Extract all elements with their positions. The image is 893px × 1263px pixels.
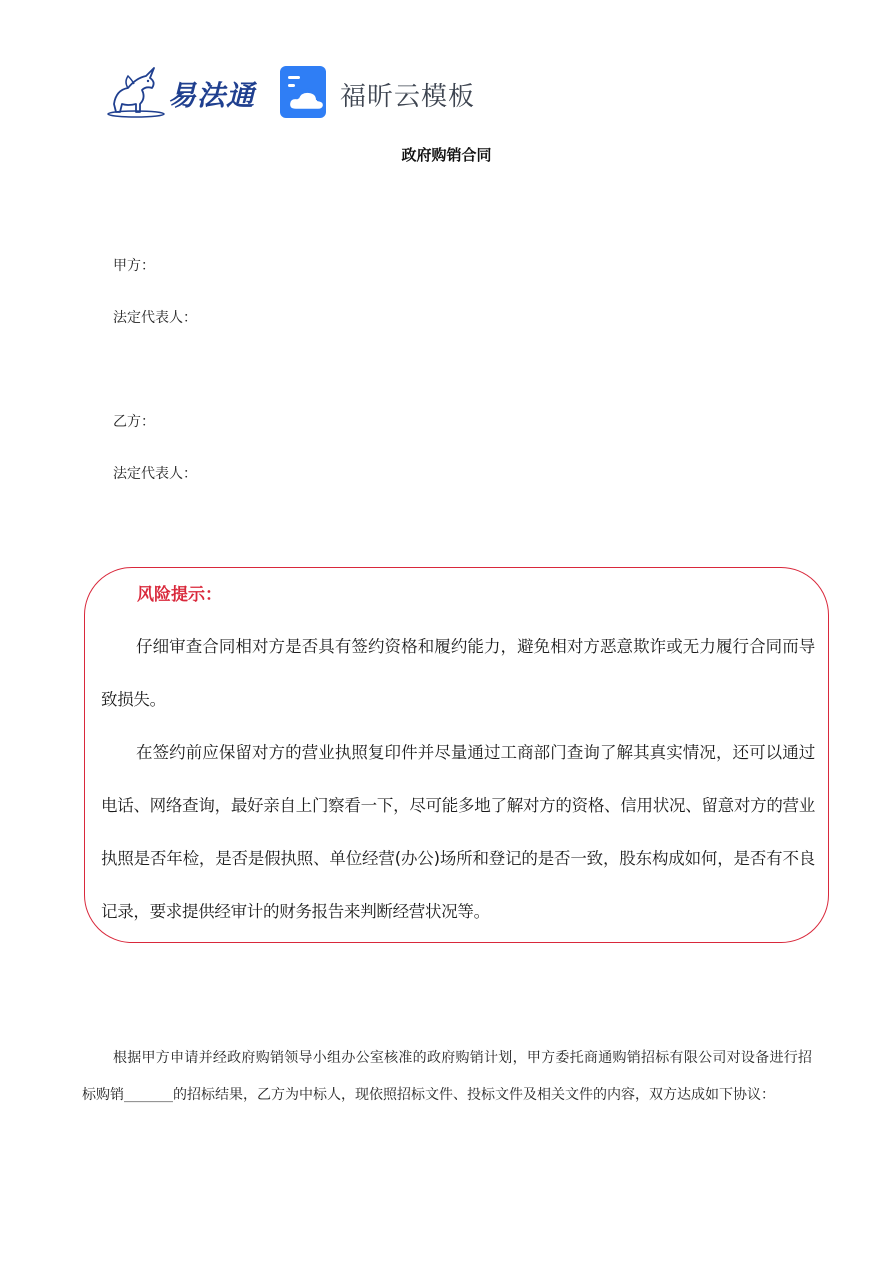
contract-intro	[82, 1040, 812, 1114]
risk-warning-body	[101, 620, 815, 938]
risk-warning-title: 风险提示：	[137, 585, 222, 605]
yifatong-logo	[106, 64, 258, 120]
risk-paragraph: 仔细审查合同相对方是否具有签约资格和履约能力，避免相对方恶意欺诈或无力履行合同而导致损失。	[101, 637, 815, 709]
fuxin-logo-text: 福昕云模板	[340, 82, 476, 112]
intro-paragraph: 根据甲方申请并经政府购销领导小组办公室核准的政府购销计划，甲方委托商通购销招标有限公司对设备进行招标购销_______的招标结果，乙方为中标人，现依照招标文件、投标文件及相关文件的内容，双方达成如下协议：	[82, 1050, 812, 1103]
cloud-document-icon	[280, 66, 330, 118]
risk-paragraph: 在签约前应保留对方的营业执照复印件并尽量通过工商部门查询了解其真实情况，还可以通过电话、网络查询，最好亲自上门察看一下，尽可能多地了解对方的资格、信用状况、留意对方的营业执照是否年检，是否是假执照、单位经营(办公)场所和登记的是否一致，股东构成如何，是否有不良记录，要求提供经审计的财务报告来判断经营状况等。	[101, 743, 815, 921]
fuxin-logo	[280, 66, 500, 118]
party-b-representative-label: 法定代表人：	[113, 466, 197, 482]
document-title: 政府购销合同	[401, 146, 492, 164]
party-a-label: 甲方：	[113, 258, 155, 274]
party-b-label: 乙方：	[113, 414, 155, 430]
party-a-representative-label: 法定代表人：	[113, 310, 197, 326]
risk-warning-box	[84, 567, 829, 943]
yifatong-logo-text: 易法通	[168, 79, 256, 112]
unicorn-icon	[106, 64, 166, 120]
